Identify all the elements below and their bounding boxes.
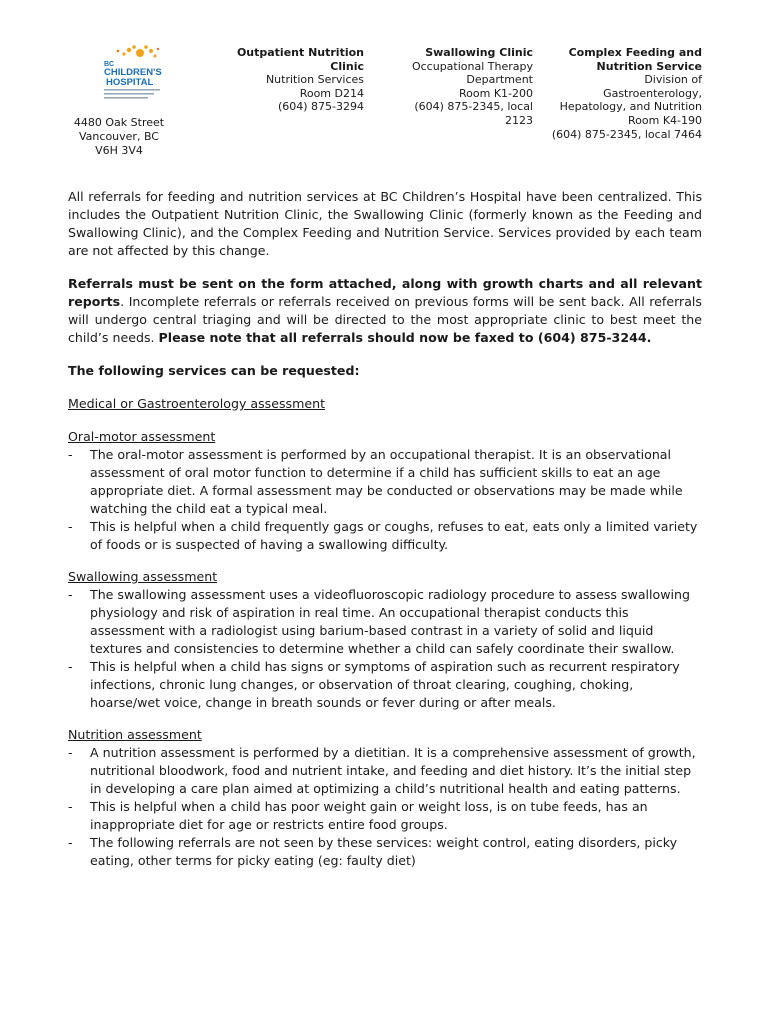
list-item: - The oral-motor assessment is performed by an occupational therapist. It is an observational assessment of oral motor function to determine if a child has sufficient skills to eat an age appropriate diet. A formal assessment may be conducted or observations may be made while watching the child eat a typical meal. — [68, 446, 702, 518]
list-item: - This is helpful when a child frequently gags or coughs, refuses to eat, eats only a limited variety of foods or is suspected of having a swallowing difficulty. — [68, 518, 702, 554]
logo-text-hospital: HOSPITAL — [106, 77, 154, 88]
header-column-line: Nutrition Services — [265, 73, 364, 87]
list-item: - The following referrals are not seen by these services: weight control, eating disorders, picky eating, other terms for picky eating (eg: faulty diet) — [68, 834, 702, 870]
section-title-swallowing: Swallowing assessment — [68, 569, 218, 584]
logo-text-bc: BC — [104, 61, 115, 68]
list-item: - The swallowing assessment uses a videofluoroscopic radiology procedure to assess swallowing physiology and risk of aspiration in real time. An occupational therapist conducts this assessment with a radiologist using barium-based contrast in a variety of solid and liquid textures and consistencies to determine whether a child can safely coordinate their swallow. — [68, 586, 702, 658]
header-column-phone: (604) 875-2345, local 2123 — [414, 100, 533, 127]
swallowing-bullets — [68, 586, 702, 712]
bc-childrens-hospital-logo — [96, 44, 170, 106]
oral-motor-bullets — [68, 446, 702, 554]
referral-bold-lead: Referrals must be sent on the form attached, along with growth charts and all relevant reports — [68, 276, 702, 309]
nutrition-bullets — [68, 744, 702, 870]
list-item: - A nutrition assessment is performed by a dietitian. It is a comprehensive assessment of growth, nutritional bloodwork, food and nutrient intake, and feeding and diet history. It’s the initial step in developing a care plan aimed at optimizing a child’s nutritional health and eating patterns. — [68, 744, 702, 798]
section-title-oral-motor: Oral-motor assessment — [68, 429, 216, 444]
services-heading: The following services can be requested: — [68, 363, 360, 378]
header-column-phone: (604) 875-3294 — [277, 100, 364, 114]
hospital-logo-icon — [96, 44, 170, 106]
header-column-title: Swallowing Clinic — [425, 46, 533, 59]
document-body — [68, 188, 702, 870]
header-complex-feeding-service — [548, 46, 702, 141]
logo-text-childrens: CHILDREN'S — [104, 67, 162, 78]
header-column-line: Room D214 — [299, 86, 364, 100]
header-outpatient-nutrition-clinic — [222, 46, 364, 114]
header-column-line: Room K4-190 — [628, 113, 702, 127]
header-column-title: Complex Feeding and Nutrition Service — [568, 46, 702, 73]
header-column-line: Occupational Therapy Department — [411, 59, 533, 87]
header-column-title: Outpatient Nutrition Clinic — [236, 46, 364, 73]
list-item: - This is helpful when a child has poor weight gain or weight loss, is on tube feeds, has an inappropriate diet for age or restricts entire food groups. — [68, 798, 702, 834]
header-column-line: Division of Gastroenterology, Hepatology, and Nutrition — [559, 73, 702, 114]
referral-middle-text: . Incomplete referrals or referrals received on previous forms will be sent back. All referrals will undergo central triaging and will be directed to the most appropriate clinic to best meet the child’s needs. — [68, 294, 702, 345]
hospital-address — [66, 116, 172, 158]
section-title-medical: Medical or Gastroenterology assessment — [68, 396, 326, 411]
section-title-nutrition: Nutrition assessment — [68, 727, 202, 742]
address-street: 4480 Oak Street — [73, 116, 165, 129]
header-column-line: Room K1-200 — [459, 86, 533, 100]
referral-paragraph — [68, 275, 702, 347]
referral-fax-note: Please note that all referrals should now be faxed to (604) 875-3244. — [158, 330, 652, 345]
header-column-phone: (604) 875-2345, local 7464 — [551, 127, 702, 141]
address-city: Vancouver, BC V6H 3V4 — [79, 130, 159, 157]
intro-paragraph: All referrals for feeding and nutrition services at BC Children’s Hospital have been centralized. This includes the Outpatient Nutrition Clinic, the Swallowing Clinic (formerly known as the Feeding and Swallowing Clinic), and the Complex Feeding and Nutrition Service. Services provided by each team are not affected by this change. — [68, 189, 702, 258]
header-swallowing-clinic — [392, 46, 533, 128]
list-item: - This is helpful when a child has signs or symptoms of aspiration such as recurrent respiratory infections, chronic lung changes, or observation of throat clearing, coughing, choking, hoarse/wet voice, change in breath sounds or fever during or after meals. — [68, 658, 702, 712]
